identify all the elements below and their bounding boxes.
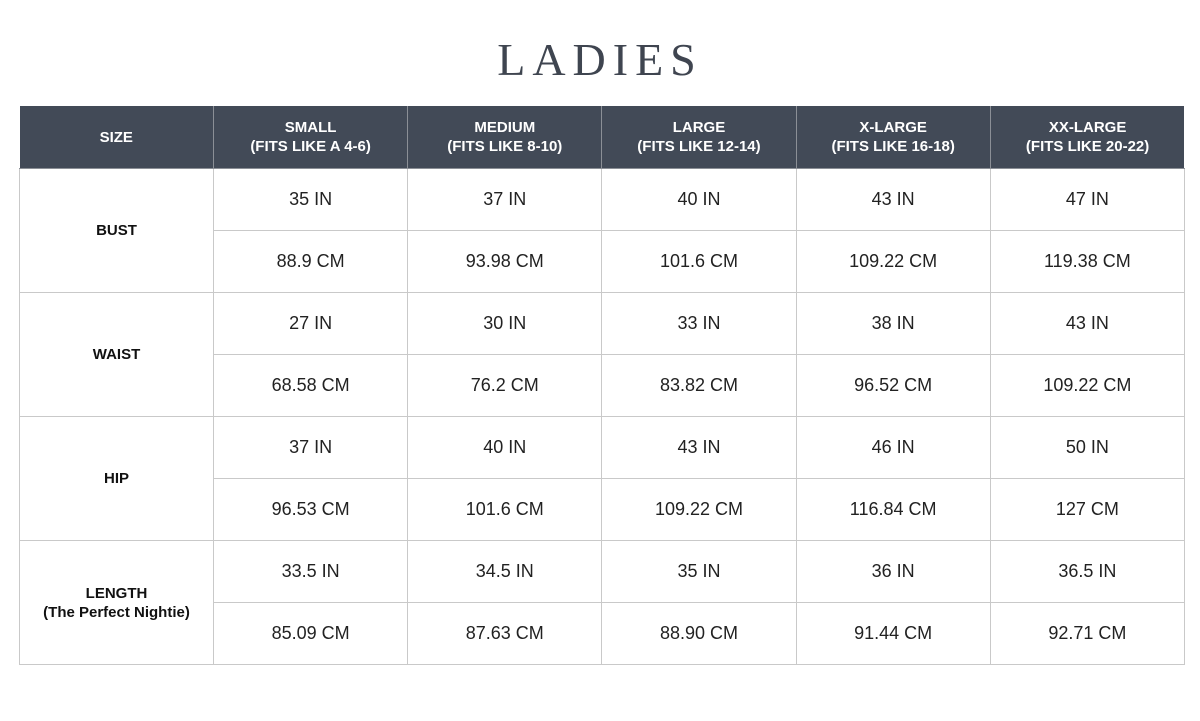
row-label-bust <box>20 169 214 293</box>
table-cell: 116.84 CM <box>796 479 990 541</box>
row-label-text: BUST <box>96 222 137 239</box>
row-label-text: WAIST <box>92 346 141 363</box>
size-fit: (FITS LIKE 20-22) <box>1025 138 1150 155</box>
table-cell: 50 IN <box>990 417 1184 479</box>
size-name: XX-LARGE <box>1048 119 1127 136</box>
header-size-label: SIZE <box>20 106 214 169</box>
table-cell: 38 IN <box>796 293 990 355</box>
row-label-waist <box>20 293 214 417</box>
table-row-length-inches <box>20 541 1185 603</box>
table-cell: 35 IN <box>214 169 408 231</box>
table-cell: 96.53 CM <box>214 479 408 541</box>
table-cell: 34.5 IN <box>408 541 602 603</box>
table-cell: 87.63 CM <box>408 603 602 665</box>
header-size-large <box>602 106 796 169</box>
size-fit: (FITS LIKE 16-18) <box>831 138 955 155</box>
table-cell: 47 IN <box>990 169 1184 231</box>
size-fit: (FITS LIKE 12-14) <box>637 138 761 155</box>
table-cell: 76.2 CM <box>408 355 602 417</box>
size-name: LARGE <box>672 119 726 136</box>
table-cell: 37 IN <box>408 169 602 231</box>
row-label-length <box>20 541 214 665</box>
page-title: LADIES <box>497 34 703 85</box>
table-cell: 40 IN <box>408 417 602 479</box>
row-sublabel-text: (The Perfect Nightie) <box>43 603 190 621</box>
table-cell: 36 IN <box>796 541 990 603</box>
table-row-bust-inches <box>20 169 1185 231</box>
table-cell: 101.6 CM <box>408 479 602 541</box>
size-name: MEDIUM <box>474 119 536 136</box>
table-cell: 109.22 CM <box>796 231 990 293</box>
table-cell: 36.5 IN <box>990 541 1184 603</box>
table-cell: 88.90 CM <box>602 603 796 665</box>
table-header <box>20 106 1185 169</box>
table-cell: 91.44 CM <box>796 603 990 665</box>
table-cell: 43 IN <box>990 293 1184 355</box>
table-cell: 68.58 CM <box>214 355 408 417</box>
header-row <box>20 106 1185 169</box>
row-label-text: HIP <box>103 470 129 487</box>
size-fit: (FITS LIKE 8-10) <box>447 138 563 155</box>
table-body <box>20 169 1185 665</box>
table-cell: 119.38 CM <box>990 231 1184 293</box>
table-cell: 109.22 CM <box>990 355 1184 417</box>
table-row-waist-inches <box>20 293 1185 355</box>
header-size-small <box>214 106 408 169</box>
table-cell: 35 IN <box>602 541 796 603</box>
size-name: SMALL <box>284 119 337 136</box>
table-cell: 85.09 CM <box>214 603 408 665</box>
table-cell: 30 IN <box>408 293 602 355</box>
table-cell: 43 IN <box>796 169 990 231</box>
size-chart-table <box>19 106 1185 665</box>
table-cell: 109.22 CM <box>602 479 796 541</box>
table-cell: 40 IN <box>602 169 796 231</box>
table-cell: 88.9 CM <box>214 231 408 293</box>
table-cell: 46 IN <box>796 417 990 479</box>
table-cell: 92.71 CM <box>990 603 1184 665</box>
table-cell: 37 IN <box>214 417 408 479</box>
table-cell: 101.6 CM <box>602 231 796 293</box>
table-cell: 33.5 IN <box>214 541 408 603</box>
size-fit: (FITS LIKE A 4-6) <box>250 138 371 155</box>
size-name: X-LARGE <box>859 119 927 136</box>
header-size-xx-large <box>990 106 1184 169</box>
table-cell: 93.98 CM <box>408 231 602 293</box>
table-cell: 33 IN <box>602 293 796 355</box>
header-size-x-large <box>796 106 990 169</box>
table-row-hip-inches <box>20 417 1185 479</box>
row-label-text: LENGTH <box>85 584 148 602</box>
table-cell: 43 IN <box>602 417 796 479</box>
table-cell: 127 CM <box>990 479 1184 541</box>
header-size-medium <box>408 106 602 169</box>
table-cell: 27 IN <box>214 293 408 355</box>
table-cell: 83.82 CM <box>602 355 796 417</box>
table-cell: 96.52 CM <box>796 355 990 417</box>
row-label-hip <box>20 417 214 541</box>
